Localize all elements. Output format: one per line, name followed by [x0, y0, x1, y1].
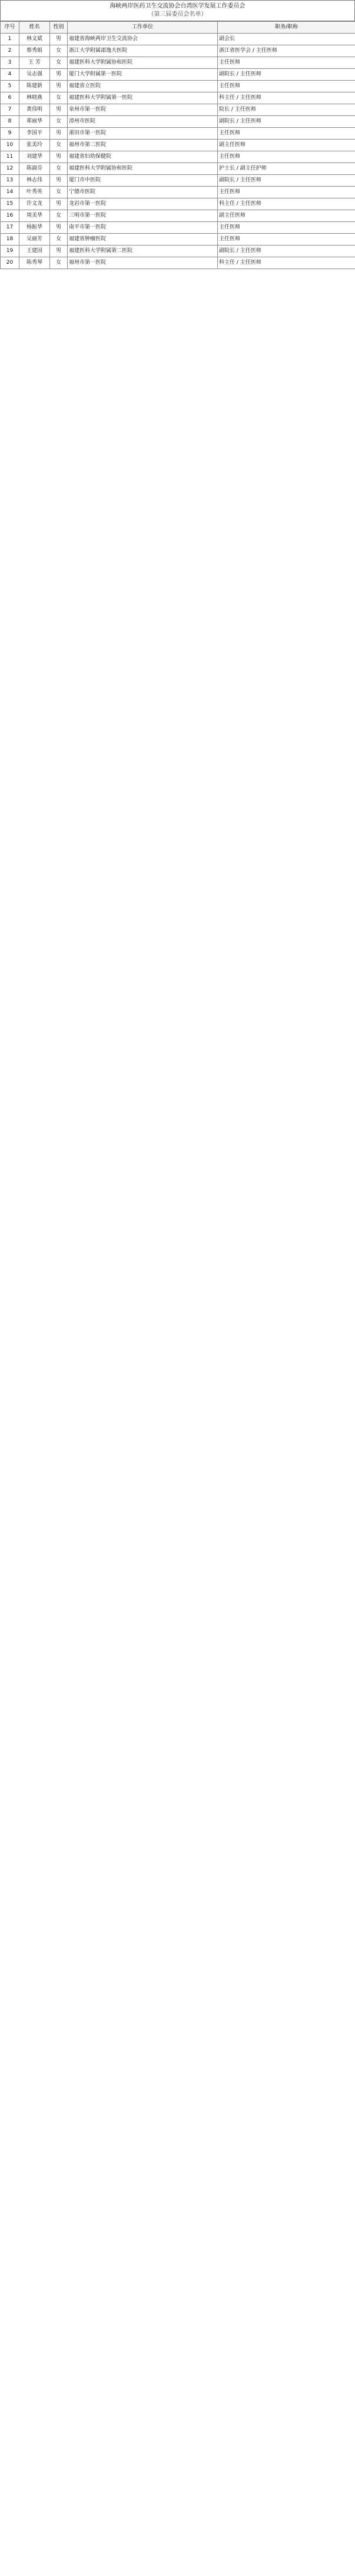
table-row: [1, 187, 355, 198]
table-row: [1, 69, 355, 81]
cell-name: 吴丽芳: [19, 234, 50, 246]
cell-institution: 南平市第一医院: [68, 222, 218, 234]
cell-index: 16: [1, 210, 19, 222]
member-table: [0, 21, 355, 269]
cell-name: 吴志强: [19, 69, 50, 81]
cell-title: 主任医师: [218, 234, 355, 246]
cell-name: 张美玲: [19, 140, 50, 151]
cell-name: 王建国: [19, 246, 50, 257]
table-row: [1, 104, 355, 116]
cell-index: 15: [1, 198, 19, 210]
cell-title: 主任医师: [218, 222, 355, 234]
cell-gender: 男: [50, 104, 68, 116]
cell-name: 刘建华: [19, 151, 50, 163]
cell-title: 主任医师: [218, 57, 355, 69]
cell-name: 林晓燕: [19, 92, 50, 104]
cell-title: 副主任医师: [218, 140, 355, 151]
table-row: [1, 57, 355, 69]
table-row: [1, 210, 355, 222]
cell-title: 副院长 / 主任医师: [218, 69, 355, 81]
cell-index: 5: [1, 81, 19, 92]
cell-name: 陈建新: [19, 81, 50, 92]
cell-title: 科主任 / 主任医师: [218, 198, 355, 210]
cell-title: 护士长 / 副主任护师: [218, 163, 355, 175]
header-index: 序号: [1, 22, 19, 34]
table-row: [1, 128, 355, 140]
cell-index: 12: [1, 163, 19, 175]
table-row: [1, 92, 355, 104]
cell-institution: 厦门市中医院: [68, 175, 218, 187]
cell-title: 副院长 / 主任医师: [218, 246, 355, 257]
cell-index: 7: [1, 104, 19, 116]
table-row: [1, 222, 355, 234]
cell-title: 浙江省医学会 / 主任医师: [218, 45, 355, 57]
document-title: 海峡两岸医药卫生交流协会台湾医学发展工作委员会: [110, 3, 245, 9]
cell-gender: 女: [50, 45, 68, 57]
cell-name: 林文斌: [19, 34, 50, 45]
header-institution: 工作单位: [68, 22, 218, 34]
cell-name: 李国平: [19, 128, 50, 140]
cell-index: 17: [1, 222, 19, 234]
cell-gender: 女: [50, 210, 68, 222]
cell-index: 19: [1, 246, 19, 257]
cell-title: 院长 / 主任医师: [218, 104, 355, 116]
cell-name: 许文龙: [19, 198, 50, 210]
cell-institution: 莆田市第一医院: [68, 128, 218, 140]
cell-institution: 福建医科大学附属第一医院: [68, 92, 218, 104]
table-row: [1, 163, 355, 175]
cell-institution: 福州市第二医院: [68, 140, 218, 151]
cell-institution: 福建医科大学附属协和医院: [68, 57, 218, 69]
cell-index: 11: [1, 151, 19, 163]
cell-index: 6: [1, 92, 19, 104]
cell-institution: 龙岩市第一医院: [68, 198, 218, 210]
cell-institution: 三明市第一医院: [68, 210, 218, 222]
cell-gender: 女: [50, 57, 68, 69]
cell-institution: 福建省肿瘤医院: [68, 234, 218, 246]
cell-gender: 男: [50, 246, 68, 257]
cell-title: 主任医师: [218, 151, 355, 163]
table-row: [1, 140, 355, 151]
cell-gender: 女: [50, 92, 68, 104]
cell-gender: 男: [50, 198, 68, 210]
cell-name: 郑丽华: [19, 116, 50, 128]
cell-institution: 泉州市第一医院: [68, 104, 218, 116]
table-row: [1, 175, 355, 187]
table-row: [1, 116, 355, 128]
cell-institution: 宁德市医院: [68, 187, 218, 198]
cell-institution: 福建省海峡两岸卫生交流协会: [68, 34, 218, 45]
cell-gender: 女: [50, 140, 68, 151]
cell-name: 陈秀琴: [19, 257, 50, 269]
cell-index: 10: [1, 140, 19, 151]
header-title: 职务/职称: [218, 22, 355, 34]
cell-name: 王 芳: [19, 57, 50, 69]
document-title-block: [0, 0, 355, 21]
cell-title: 副主任医师: [218, 210, 355, 222]
cell-index: 9: [1, 128, 19, 140]
cell-name: 林志伟: [19, 175, 50, 187]
document-subtitle: （第三届委员会名单）: [148, 11, 207, 18]
table-row: [1, 81, 355, 92]
cell-gender: 女: [50, 116, 68, 128]
cell-title: 副院长 / 主任医师: [218, 116, 355, 128]
cell-institution: 福建省妇幼保健院: [68, 151, 218, 163]
cell-title: 主任医师: [218, 187, 355, 198]
cell-index: 18: [1, 234, 19, 246]
cell-title: 副院长 / 主任医师: [218, 175, 355, 187]
cell-name: 陈淑芬: [19, 163, 50, 175]
cell-index: 13: [1, 175, 19, 187]
table-row: [1, 198, 355, 210]
cell-gender: 男: [50, 69, 68, 81]
table-row: [1, 45, 355, 57]
cell-name: 蔡秀娟: [19, 45, 50, 57]
table-row: [1, 34, 355, 45]
table-body: [1, 34, 355, 269]
cell-index: 1: [1, 34, 19, 45]
cell-gender: 男: [50, 128, 68, 140]
cell-name: 周美华: [19, 210, 50, 222]
cell-institution: 漳州市医院: [68, 116, 218, 128]
cell-index: 2: [1, 45, 19, 57]
cell-institution: 福建省立医院: [68, 81, 218, 92]
cell-gender: 女: [50, 163, 68, 175]
cell-index: 14: [1, 187, 19, 198]
cell-index: 4: [1, 69, 19, 81]
table-row: [1, 151, 355, 163]
cell-title: 科主任 / 主任医师: [218, 257, 355, 269]
cell-gender: 女: [50, 234, 68, 246]
cell-gender: 女: [50, 257, 68, 269]
table-header-row: [1, 22, 355, 34]
cell-institution: 福建医科大学附属第二医院: [68, 246, 218, 257]
cell-index: 20: [1, 257, 19, 269]
cell-gender: 男: [50, 34, 68, 45]
table-row: [1, 246, 355, 257]
cell-name: 杨振华: [19, 222, 50, 234]
cell-institution: 福建医科大学附属协和医院: [68, 163, 218, 175]
header-gender: 性别: [50, 22, 68, 34]
table-row: [1, 234, 355, 246]
cell-title: 主任医师: [218, 81, 355, 92]
table-row: [1, 257, 355, 269]
cell-gender: 男: [50, 222, 68, 234]
cell-name: 黄伟明: [19, 104, 50, 116]
cell-institution: 厦门大学附属第一医院: [68, 69, 218, 81]
cell-title: 科主任 / 主任医师: [218, 92, 355, 104]
cell-gender: 女: [50, 187, 68, 198]
cell-gender: 男: [50, 81, 68, 92]
cell-title: 主任医师: [218, 128, 355, 140]
cell-gender: 男: [50, 151, 68, 163]
cell-institution: 浙江大学附属邵逸夫医院: [68, 45, 218, 57]
cell-title: 副会长: [218, 34, 355, 45]
cell-institution: 福州市第一医院: [68, 257, 218, 269]
cell-index: 3: [1, 57, 19, 69]
cell-name: 叶秀英: [19, 187, 50, 198]
header-name: 姓名: [19, 22, 50, 34]
cell-gender: 男: [50, 175, 68, 187]
cell-index: 8: [1, 116, 19, 128]
